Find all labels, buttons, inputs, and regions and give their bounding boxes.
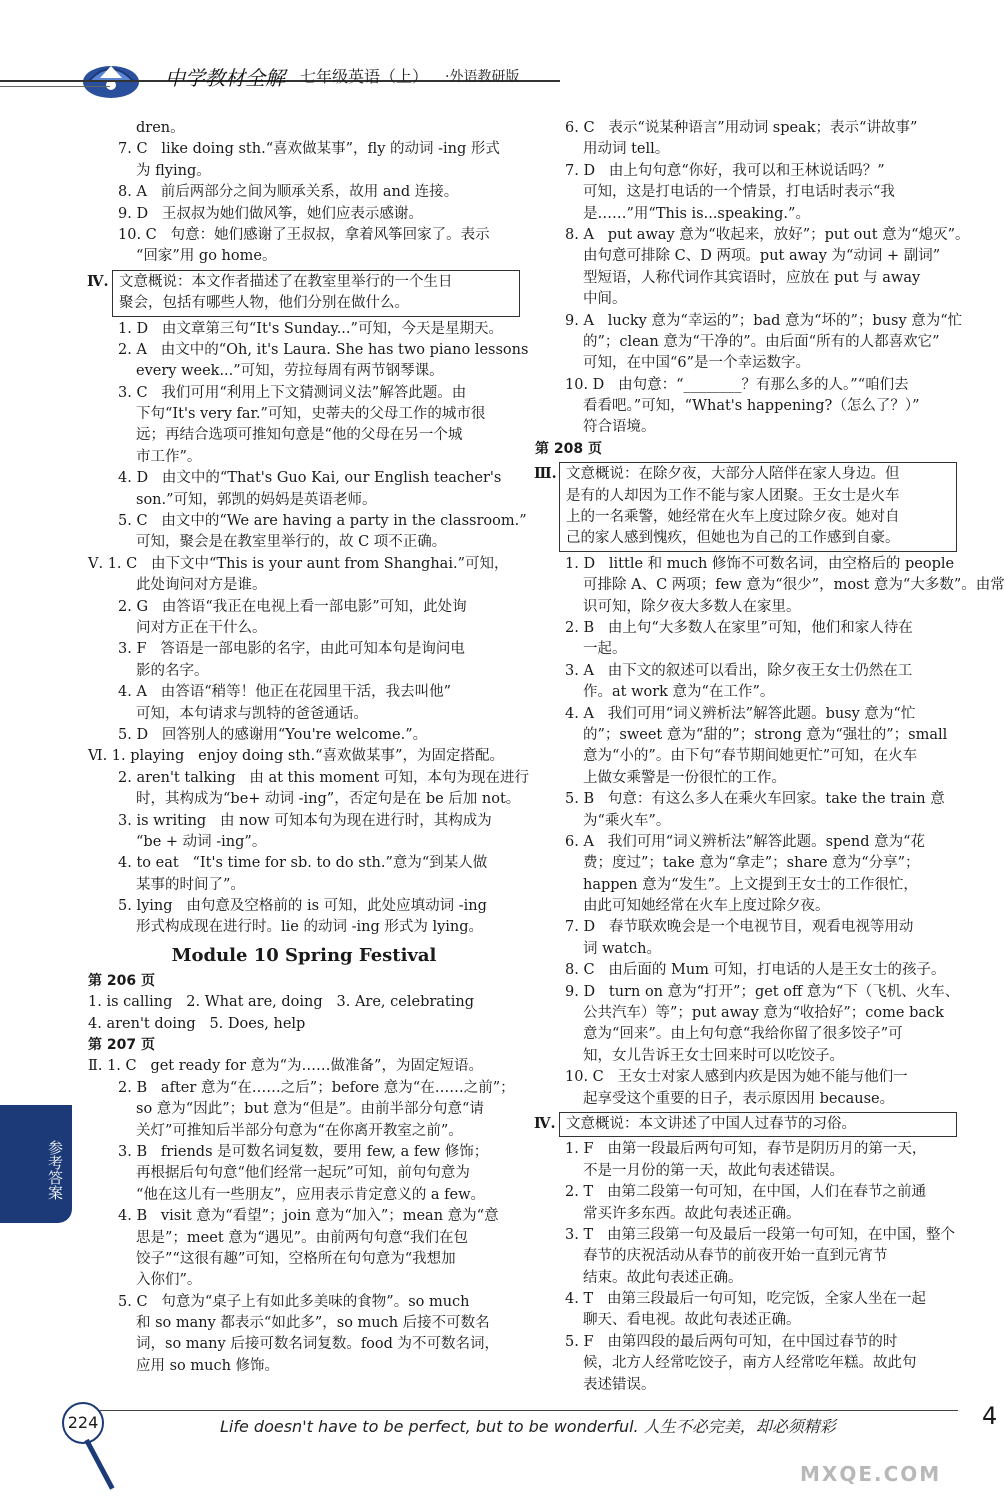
- answer-line: 意为“小的”。由下句“春节期间她更忙”可知，在火车: [583, 748, 918, 765]
- summary-line: 文意概说：在除夕夜，大部分人陪伴在家人身边。但: [566, 466, 900, 483]
- answer-line: “回家”用 go home。: [136, 248, 277, 265]
- summary-box-2: [534, 462, 957, 552]
- section-numeral: Ⅳ.: [87, 272, 109, 290]
- answer-line: 7. D 由上句句意“你好，我可以和王林说话吗？”: [565, 162, 885, 179]
- answer-line: 形式构成现在进行时。lie 的动词 -ing 形式为 lying。: [136, 919, 484, 936]
- answer-line: 1. F 由第一段最后两句可知，春节是阴历月的第一天，: [565, 1141, 927, 1158]
- decorative-stroke: [84, 1439, 114, 1490]
- section-numeral: Ⅲ.: [534, 465, 557, 483]
- answer-line: 时，其构成为“be+ 动词 -ing”，否定句是在 be 后加 not。: [136, 791, 521, 808]
- summary-box-1: [87, 270, 520, 317]
- answer-line: son.”可知，郭凯的妈妈是英语老师。: [136, 491, 377, 508]
- answer-line: 不是一月份的第一天，故此句表述错误。: [583, 1162, 844, 1179]
- answer-line: 可知，在中国“6”是一个幸运数字。: [583, 355, 811, 372]
- answer-line: 由此可知她经常在火车上度过除夕夜。: [583, 898, 830, 915]
- answer-line: 看看吧。”可知，“What's happening?（怎么了？）”: [583, 398, 920, 415]
- answer-line: 表述错误。: [583, 1376, 656, 1393]
- answer-line: 的”；sweet 意为“甜的”；strong 意为“强壮的”；small: [583, 726, 948, 743]
- answer-line: 问对方正在干什么。: [136, 619, 267, 636]
- book-title: 中学教材全解: [165, 66, 285, 90]
- answer-line: 起享受这个重要的日子，表示原因用 because。: [583, 1090, 895, 1107]
- answer-line: 5. C 由文中的“We are having a party in the classroom.”: [118, 513, 527, 530]
- answer-line: 3. T 由第三段第一句及最后一段第一句可知，在中国，整个: [565, 1226, 955, 1243]
- section-numeral: Ⅳ.: [534, 1114, 556, 1132]
- page-label-207: 第 207 页: [88, 1037, 155, 1054]
- answer-line: 7. D 春节联欢晚会是一个电视节目，观看电视等用动: [565, 919, 914, 936]
- answer-line: 6. C 表示“说某种语言”用动词 speak；表示“讲故事”: [565, 120, 918, 136]
- answer-line: 应用 so much 修饰。: [136, 1357, 280, 1374]
- footer-right-number: 4: [982, 1402, 998, 1430]
- page-number: 224: [62, 1402, 104, 1444]
- answer-line: 4. A 我们可用“词义辨析法”解答此题。busy 意为“忙: [565, 705, 916, 722]
- answer-line: 4. D 由文中的“That's Guo Kai, our English teacher's: [118, 470, 502, 487]
- answer-line: 6. A 我们可用“词义辨析法”解答此题。spend 意为“花: [565, 833, 926, 850]
- summary-line: 聚会，包括有哪些人物，他们分别在做什么。: [119, 295, 409, 312]
- book-logo-icon: [80, 52, 142, 102]
- answer-line: 词 watch。: [583, 940, 661, 957]
- answer-line: 饺子”“这很有趣”可知，空格所在句句意为“我想加: [136, 1250, 456, 1267]
- answer-line: 为 flying。: [136, 162, 211, 179]
- page-label-208: 第 208 页: [535, 440, 602, 457]
- answer-line: 4. aren't doing 5. Does, help: [88, 1015, 306, 1032]
- answer-line: 2. aren't talking 由 at this moment 可知，本句为现在进行: [118, 769, 529, 786]
- answer-line: Ⅱ. 1. C get ready for 意为“为……做准备”，为固定短语。: [88, 1058, 483, 1075]
- answer-line: 4. B visit 意为“看望”；join 意为“加入”；mean 意为“意: [118, 1208, 499, 1225]
- answer-line: 可知，聚会是在教室里举行的，故 C 项不正确。: [136, 534, 447, 551]
- answer-line: 聊天、看电视。故此句表述正确。: [583, 1312, 801, 1329]
- answer-line: 2. A 由文中的“Oh, it's Laura. She has two piano lessons: [118, 341, 529, 358]
- answer-line: Ⅴ. 1. C 由下文中“This is your aunt from Shanghai.”可知，: [88, 555, 509, 572]
- summary-line: 己的家人感到愧疚，但她也为自己的工作感到自豪。: [566, 530, 900, 547]
- answer-line: 再根据后句句意“他们经常一起玩”可知，前句句意为: [136, 1165, 470, 1182]
- answer-line: Ⅵ. 1. playing enjoy doing sth.“喜欢做某事”，为固定搭配。: [88, 748, 504, 765]
- side-tab-label: 参考答案: [46, 1140, 64, 1200]
- answer-line: 意为“回来”。由上句句意“我给你留了很多饺子”可: [583, 1026, 903, 1043]
- answer-line: 5. C 句意为“桌子上有如此多美味的食物”。so much: [118, 1293, 470, 1310]
- answer-line: 4. A 由答语“稍等！他正在花园里干活，我去叫他”: [118, 684, 452, 701]
- answer-line: 3. is writing 由 now 可知本句为现在进行时，其构成为: [118, 812, 492, 829]
- answer-line: 2. B 由上句“大多数人在家里”可知，他们和家人待在: [565, 619, 913, 636]
- answer-line: 知，女儿告诉王女士回来时可以吃饺子。: [583, 1047, 844, 1064]
- answer-line: 3. B friends 是可数名词复数，要用 few, a few 修饰；: [118, 1143, 489, 1160]
- answer-line: 3. C 我们可用“利用上下文猜测词义法”解答此题。由: [118, 384, 467, 401]
- answer-line: 和 so many 都表示“如此多”，so much 后接不可数名: [136, 1315, 490, 1332]
- answer-line: 结束。故此句表述正确。: [583, 1269, 743, 1286]
- answer-line: 可知，这是打电话的一个情景，打电话时表示“我: [583, 184, 895, 201]
- answer-line: 中间。: [583, 291, 627, 308]
- answer-line: 是……”用“This is...speaking.”。: [583, 205, 810, 222]
- header-rule-short: [0, 86, 110, 87]
- answer-line: 可排除 A、C 两项；few 意为“很少”，most 意为“大多数”。由常: [583, 577, 1005, 594]
- answer-line: every week...”可知，劳拉每周有两节钢琴课。: [136, 363, 444, 380]
- answer-line: 5. lying 由句意及空格前的 is 可知，此处应填动词 -ing: [118, 898, 487, 915]
- answer-line: 公共汽车）等”；put away 意为“收拾好”；come back: [583, 1005, 944, 1022]
- answer-line: 思是”；meet 意为“遇见”。由前两句句意“我们在包: [136, 1229, 468, 1246]
- answer-line: 识可知，除夕夜大多数人在家里。: [583, 598, 801, 615]
- book-edition: ·外语教研版: [445, 69, 520, 85]
- footer-motto: Life doesn't have to be perfect, but to be wonderful. 人生不必完美，却必须精彩: [220, 1417, 836, 1436]
- answer-line: 常买许多东西。故此句表述正确。: [583, 1205, 801, 1222]
- summary-line: 上的一名乘警，她经常在火车上度过除夕夜。她对自: [566, 509, 900, 526]
- answer-line: 1. is calling 2. What are, doing 3. Are, celebrating: [88, 994, 475, 1011]
- answer-line: 2. G 由答语“我正在电视上看一部电影”可知，此处询: [118, 598, 467, 615]
- answer-line: 3. A 由下文的叙述可以看出，除夕夜王女士仍然在工: [565, 662, 913, 679]
- answer-line: “他在这儿有一些朋友”，应用表示肯定意义的 a few。: [136, 1186, 486, 1203]
- footer-rule: [98, 1410, 958, 1411]
- answer-line: 下句“It's very far.”可知，史蒂夫的父母工作的城市很: [136, 406, 486, 423]
- answer-line: 10. C 句意：她们感谢了王叔叔，拿着风筝回家了。表示: [118, 226, 490, 243]
- answer-line: 符合语境。: [583, 419, 656, 436]
- answer-line: 9. D turn on 意为“打开”；get off 意为“下（飞机、火车、: [565, 983, 960, 1000]
- watermark-text: MXQE.COM: [800, 1462, 942, 1486]
- answer-line: 5. F 由第四段的最后两句可知，在中国过春节的时: [565, 1333, 898, 1350]
- answer-line: 1. D 由文章第三句“It's Sunday...”可知，今天是星期天。: [118, 320, 503, 337]
- answer-line: 5. B 句意：有这么多人在乘火车回家。take the train 意: [565, 791, 945, 808]
- summary-box-3: [534, 1112, 957, 1137]
- answer-line: 7. C like doing sth.“喜欢做某事”，fly 的动词 -ing 形式: [118, 141, 500, 158]
- answer-line: 4. T 由第三段最后一句可知，吃完饭，全家人坐在一起: [565, 1291, 926, 1308]
- answer-line: 9. D 王叔叔为她们做风筝，她们应表示感谢。: [118, 205, 423, 222]
- answer-line: 春节的庆祝活动从春节的前夜开始一直到元宵节: [583, 1248, 888, 1265]
- answer-line: 的”；clean 意为“干净的”。由后面“所有的人都喜欢它”: [583, 333, 940, 350]
- answer-line: 入你们”。: [136, 1272, 202, 1289]
- answer-line: 8. A 前后两部分之间为顺承关系，故用 and 连接。: [118, 184, 459, 201]
- answer-line: 某事的时间了”。: [136, 876, 245, 893]
- answer-line: 型短语，人称代词作其宾语时，应放在 put 与 away: [583, 269, 921, 286]
- answer-line: 9. A lucky 意为“幸运的”；bad 意为“坏的”；busy 意为“忙: [565, 312, 963, 329]
- answer-line: so 意为“因此”；but 意为“但是”。由前半部分句意“请: [136, 1101, 484, 1118]
- answer-line: 5. D 回答别人的感谢用“You're welcome.”。: [118, 726, 428, 743]
- answer-line: 上做女乘警是一份很忙的工作。: [583, 769, 786, 786]
- answer-line: 10. C 王女士对家人感到内疚是因为她不能与他们一: [565, 1069, 908, 1086]
- summary-line: 是有的人却因为工作不能与家人团聚。王女士是火车: [566, 487, 900, 504]
- answer-line: 由句意可排除 C、D 两项。put away 为“动词 + 副词”: [583, 248, 941, 265]
- answer-line: “be + 动词 -ing”。: [136, 833, 267, 850]
- right-column: [534, 118, 1005, 1396]
- answer-line: 8. C 由后面的 Mum 可知，打电话的人是王女士的孩子。: [565, 962, 946, 979]
- answer-line: 为“乘火车”。: [583, 812, 671, 829]
- answer-line: 影的名字。: [136, 662, 209, 679]
- book-subtitle: 七年级英语（上）: [300, 67, 429, 86]
- answer-line: 2. T 由第二段第一句可知，在中国，人们在春节之前通: [565, 1184, 926, 1201]
- answer-line: 用动词 tell。: [583, 141, 670, 158]
- answer-line: 可知，本句请求与凯特的爸爸通话。: [136, 705, 368, 722]
- answer-line: 关灯”可推知后半部分句意为“在你离开教室之前”。: [136, 1122, 463, 1139]
- answer-line: 8. A put away 意为“收起来，放好”；put out 意为“熄灭”。: [565, 226, 970, 243]
- summary-line: 文意概说：本文讲述了中国人过春节的习俗。: [566, 1115, 856, 1132]
- summary-line: 文意概说：本文作者描述了在教室里举行的一个生日: [119, 273, 453, 290]
- answer-line: happen 意为“发生”。上文提到王女士的工作很忙，: [583, 876, 918, 893]
- answer-line: 市工作”。: [136, 448, 202, 465]
- answer-line: 1. D little 和 much 修饰不可数名词，由空格后的 people: [565, 555, 955, 572]
- left-column: [87, 118, 529, 1377]
- answer-line: 作。at work 意为“在工作”。: [583, 684, 775, 701]
- answer-line: 一起。: [583, 641, 627, 658]
- answer-line: 10. D 由句意：“________？有那么多的人。”“咱们去: [565, 376, 909, 393]
- answer-line: 词，so many 后接可数名词复数。food 为不可数名词，: [136, 1336, 500, 1353]
- page-header: [0, 0, 1000, 118]
- page-label-206: 第 206 页: [88, 972, 155, 989]
- answer-line: 费；度过”；take 意为“拿走”；share 意为“分享”；: [583, 855, 920, 872]
- answer-line: 候，北方人经常吃饺子，南方人经常吃年糕。故此句: [583, 1355, 917, 1372]
- answer-line: 远；再结合选项可推知句意是“他的父母在另一个城: [136, 427, 463, 444]
- answer-line: 3. F 答语是一部电影的名字，由此可知本句是询问电: [118, 641, 465, 658]
- answer-line: dren。: [136, 120, 185, 136]
- module-title: Module 10 Spring Festival: [171, 944, 437, 966]
- answer-line: 此处询问对方是谁。: [136, 577, 267, 594]
- answer-line: 2. B after 意为“在……之后”；before 意为“在……之前”；: [118, 1079, 515, 1096]
- answer-line: 4. to eat “It's time for sb. to do sth.”意为“到某人做: [118, 855, 488, 872]
